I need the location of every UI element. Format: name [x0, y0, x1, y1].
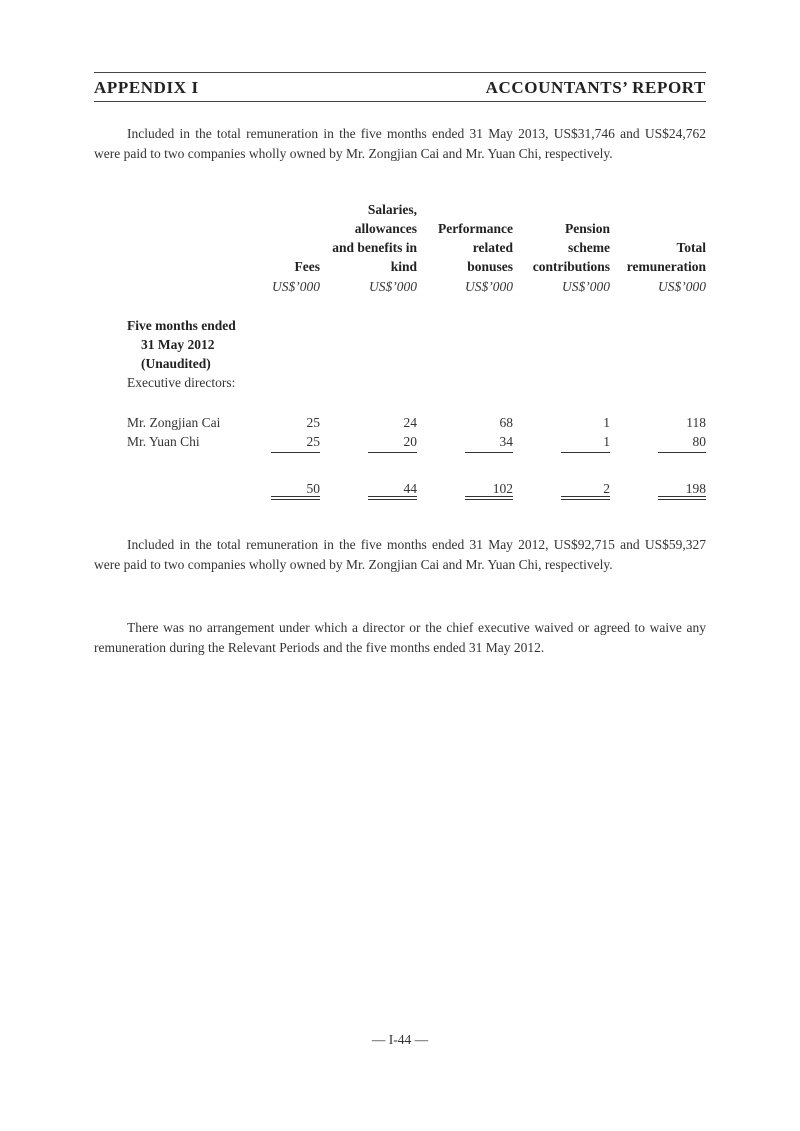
row-bonuses: 68 [499, 415, 513, 430]
total-salaries: 44 [403, 481, 417, 496]
row-fees: 25 [306, 434, 320, 449]
remuneration-note-2012-text: Included in the total remuneration in the five months ended 31 May 2012, US$92,715 and US$59,327 were paid to two companies wholly owned by Mr. Zongjian Cai and Mr. Yuan Chi, respectively. [94, 537, 706, 572]
col-unit-pension: US$’000 [562, 279, 610, 294]
total-bonuses: 102 [492, 481, 513, 496]
total-total: 198 [685, 481, 706, 496]
col-unit-total: US$’000 [658, 279, 706, 294]
row-bonuses: 34 [499, 434, 513, 449]
section-title-line3: (Unaudited) [141, 356, 211, 371]
page-number: — I-44 — [371, 1032, 429, 1047]
col-unit-fees: US$’000 [272, 279, 320, 294]
remuneration-note-2013-text: Included in the total remuneration in the five months ended 31 May 2013, US$31,746 and US$24,762 were paid to two companies wholly owned by Mr. Zongjian Cai and Mr. Yuan Chi, respectively. [94, 126, 706, 161]
row-total: 80 [692, 434, 706, 449]
row-salaries: 24 [403, 415, 417, 430]
col-header-pension-line2: scheme [568, 240, 610, 255]
waiver-statement [94, 618, 706, 658]
row-pension: 1 [603, 434, 610, 449]
row-name: Mr. Yuan Chi [127, 434, 200, 449]
col-header-salaries-line4: kind [390, 259, 417, 274]
row-salaries: 20 [403, 434, 417, 449]
total-double-rule-pension [561, 496, 610, 500]
col-unit-bonuses: US$’000 [465, 279, 513, 294]
total-double-rule-bonuses [465, 496, 513, 500]
col-unit-salaries: US$’000 [369, 279, 417, 294]
col-header-salaries-line1: Salaries, [367, 202, 417, 217]
header-top-rule [94, 72, 706, 73]
col-header-pension-line3: contributions [532, 259, 610, 274]
row-name: Mr. Zongjian Cai [127, 415, 221, 430]
col-header-bonuses-line1: Performance [438, 221, 513, 236]
total-double-rule-salaries [368, 496, 417, 500]
subtotal-rule-bonuses [465, 452, 513, 453]
appendix-label: APPENDIX I [94, 78, 199, 97]
subtotal-rule-pension [561, 452, 610, 453]
col-header-bonuses-line3: bonuses [467, 259, 513, 274]
col-header-total-line2: remuneration [626, 259, 706, 274]
row-total: 118 [686, 415, 706, 430]
total-double-rule-fees [271, 496, 320, 500]
section-title-line2: 31 May 2012 [141, 337, 215, 352]
remuneration-note-2013 [94, 124, 706, 164]
total-pension: 2 [603, 481, 610, 496]
remuneration-note-2012 [94, 535, 706, 575]
row-fees: 25 [306, 415, 320, 430]
subtotal-rule-fees [271, 452, 320, 453]
header-bottom-rule [94, 101, 706, 102]
section-title-line1: Five months ended [127, 318, 236, 333]
col-header-fees: Fees [294, 259, 320, 274]
executive-directors-subheading: Executive directors: [127, 375, 236, 390]
total-fees: 50 [306, 481, 320, 496]
row-pension: 1 [603, 415, 610, 430]
report-title: ACCOUNTANTS’ REPORT [485, 78, 706, 97]
subtotal-rule-total [658, 452, 706, 453]
col-header-total-line1: Total [676, 240, 706, 255]
col-header-pension-line1: Pension [564, 221, 610, 236]
col-header-salaries-line3: and benefits in [332, 240, 417, 255]
col-header-salaries-line2: allowances [354, 221, 417, 236]
waiver-statement-text: There was no arrangement under which a director or the chief executive waived or agreed to waive any remuneration during the Relevant Periods and the five months ended 31 May 2012. [94, 620, 706, 655]
col-header-bonuses-line2: related [472, 240, 513, 255]
subtotal-rule-salaries [368, 452, 417, 453]
total-double-rule-total [658, 496, 706, 500]
